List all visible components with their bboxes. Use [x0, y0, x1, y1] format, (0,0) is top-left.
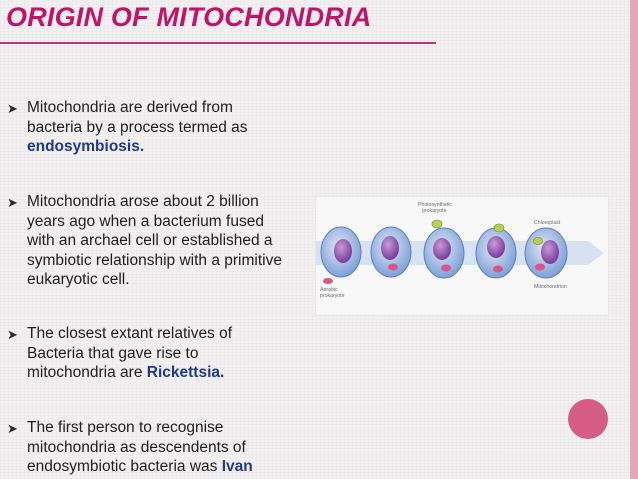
bullet-emphasis: Rickettsia. [146, 364, 225, 381]
label-mitochondrion: Mitochondrion [534, 284, 567, 290]
photosynthetic-prokaryote [432, 220, 442, 228]
bullet-text [27, 324, 232, 383]
label-chloroplast: Chloroplast [534, 220, 561, 226]
cell-stage-5 [525, 228, 567, 278]
bullet-body: Mitochondria are derived from bacteria by a process termed as [27, 99, 248, 136]
slide-right-border [630, 0, 638, 479]
arrow-bullet-icon: ➤ [7, 327, 18, 342]
label-aerobic-line-2: prokaryote [320, 293, 345, 299]
bullet-text [27, 192, 282, 290]
bullet-item-2 [7, 192, 307, 290]
label-photosynthetic-line-2: prokaryote [422, 208, 447, 214]
bullet-emphasis: endosymbiosis. [27, 138, 145, 155]
bullet-item-4 [7, 418, 307, 477]
bullet-text [27, 98, 248, 157]
slide-title: ORIGIN OF MITOCHONDRIA [6, 2, 372, 32]
arrow-bullet-icon: ➤ [7, 421, 18, 436]
endosymbiosis-figure [315, 196, 609, 316]
aerobic-prokaryote [323, 278, 333, 284]
cell-stage-2 [371, 227, 411, 277]
bullet-body: Mitochondria arose about 2 billion years ago when a bacterium fused with an archael cell or established a symbiotic relationship with a primitive eukaryotic cell. [27, 193, 282, 288]
label-aerobic-prokaryote [320, 287, 345, 299]
bullet-item-3 [7, 324, 307, 383]
arrow-bullet-icon: ➤ [7, 195, 18, 210]
bullet-emphasis: Ivan [221, 458, 253, 475]
cell-stage-1 [321, 227, 361, 277]
label-aerobic-line-1: Aerobic [320, 287, 338, 293]
bullet-body: The closest extant relatives of Bacteria that gave rise to mitochondria are [27, 325, 233, 381]
cell-stage-3 [424, 228, 464, 278]
label-photosynthetic-prokaryote [418, 202, 452, 214]
cell-stage-4 [476, 224, 516, 278]
title-underline [0, 42, 436, 44]
bullet-body: The first person to recognise mitochondria as descendents of endosymbiotic bacteria was [27, 419, 246, 475]
bullet-item-1 [7, 98, 307, 157]
endosymbiosis-diagram [316, 197, 608, 315]
bullet-text [27, 418, 253, 477]
arrow-bullet-icon: ➤ [7, 101, 18, 116]
label-photosynthetic-line-1: Photosynthetic [418, 202, 453, 208]
decorative-circle [568, 399, 608, 439]
